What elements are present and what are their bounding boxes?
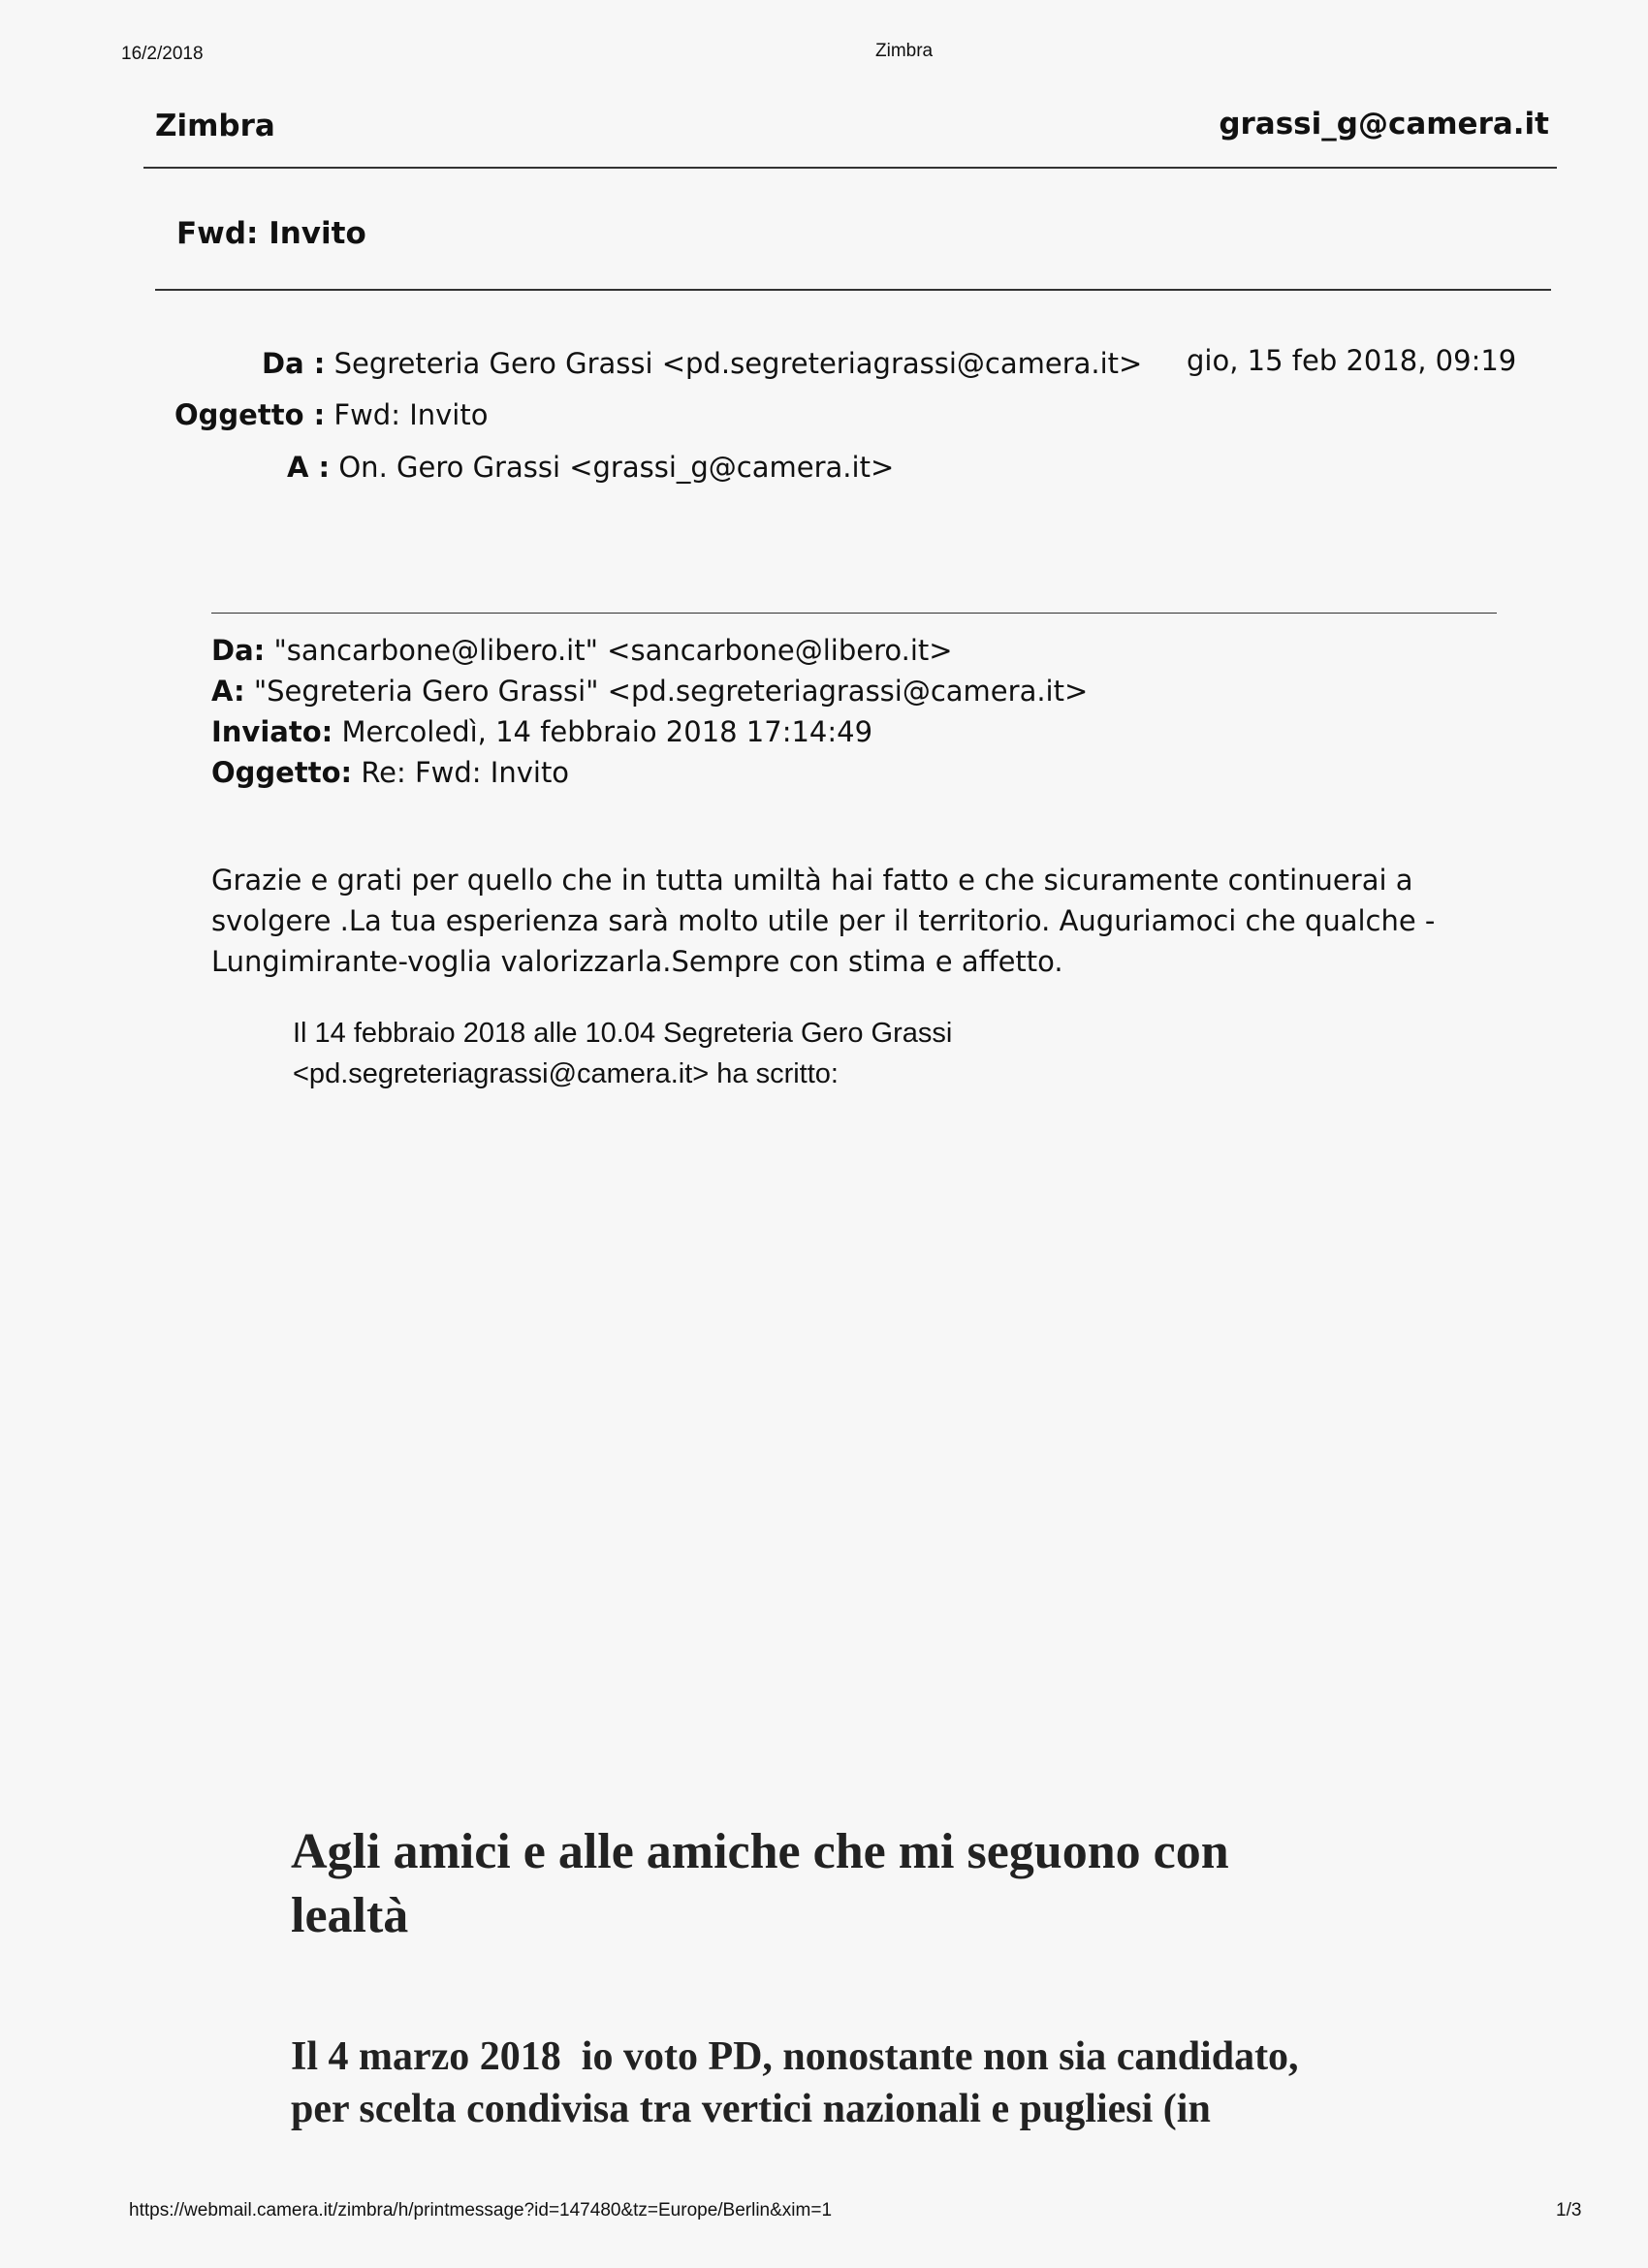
print-page-number: 1/3	[1556, 2200, 1582, 2221]
quote-attribution-line-2: <pd.segreteriagrassi@camera.it> ha scritto:	[293, 1058, 839, 1089]
forwarded-headers	[211, 630, 1088, 793]
quoted-paragraph	[291, 2031, 1532, 2135]
header-to-value: On. Gero Grassi <grassi_g@camera.it>	[338, 451, 895, 484]
print-url: https://webmail.camera.it/zimbra/h/printmessage?id=147480&tz=Europe/Berlin&xim=1	[129, 2200, 833, 2221]
header-subject-value: Fwd: Invito	[333, 398, 489, 431]
fwd-sent-row	[211, 711, 1088, 752]
fwd-sent-value: Mercoledì, 14 febbraio 2018 17:14:49	[341, 715, 873, 748]
fwd-from-label: Da:	[211, 634, 266, 667]
fwd-sent-label: Inviato:	[211, 715, 333, 748]
quoted-headline	[291, 1820, 1454, 1948]
quoted-paragraph-line-1: Il 4 marzo 2018 io voto PD, nonostante non sia candidato,	[291, 2034, 1299, 2079]
header-from-label: Da :	[262, 347, 326, 380]
print-date: 16/2/2018	[121, 44, 204, 64]
quote-attribution-line-1: Il 14 febbraio 2018 alle 10.04 Segreteria Gero Grassi	[293, 1018, 953, 1049]
header-subject-label: Oggetto :	[174, 398, 326, 431]
message-subject: Fwd: Invito	[176, 216, 366, 251]
quoted-headline-line-2: lealtà	[291, 1888, 409, 1943]
fwd-to-label: A:	[211, 675, 245, 708]
fwd-to-row	[211, 671, 1088, 711]
subject-divider	[155, 289, 1551, 291]
app-name: Zimbra	[155, 109, 275, 143]
header-subject-row	[174, 395, 488, 434]
fwd-subject-row	[211, 752, 1088, 793]
header-to-row	[287, 448, 894, 487]
forward-divider	[211, 613, 1497, 614]
fwd-to-value: "Segreteria Gero Grassi" <pd.segreteriagrassi@camera.it>	[253, 675, 1089, 708]
body-line-3: Lungimirante-voglia valorizzarla.Sempre con stima e affetto.	[211, 945, 1063, 978]
body-line-2: svolgere .La tua esperienza sarà molto utile per il territorio. Auguriamoci che qualche -	[211, 904, 1436, 937]
fwd-from-value: "sancarbone@libero.it" <sancarbone@libero.it>	[273, 634, 953, 667]
print-title: Zimbra	[875, 41, 934, 61]
fwd-subject-label: Oggetto:	[211, 756, 353, 789]
quote-attribution	[293, 1013, 1165, 1094]
quoted-paragraph-line-2: per scelta condivisa tra vertici nazionali e pugliesi (in	[291, 2087, 1211, 2131]
quoted-headline-line-1: Agli amici e alle amiche che mi seguono con	[291, 1824, 1229, 1879]
account-email: grassi_g@camera.it	[1219, 107, 1549, 142]
fwd-from-row	[211, 630, 1088, 671]
header-from-value: Segreteria Gero Grassi <pd.segreteriagrassi@camera.it>	[333, 347, 1143, 380]
body-line-1: Grazie e grati per quello che in tutta umiltà hai fatto e che sicuramente continuerai a	[211, 864, 1413, 897]
message-date: gio, 15 feb 2018, 09:19	[1187, 344, 1517, 377]
header-from-row	[262, 344, 1142, 383]
header-divider	[143, 167, 1557, 169]
header-to-label: A :	[287, 451, 331, 484]
message-body	[211, 860, 1472, 982]
fwd-subject-value: Re: Fwd: Invito	[361, 756, 570, 789]
